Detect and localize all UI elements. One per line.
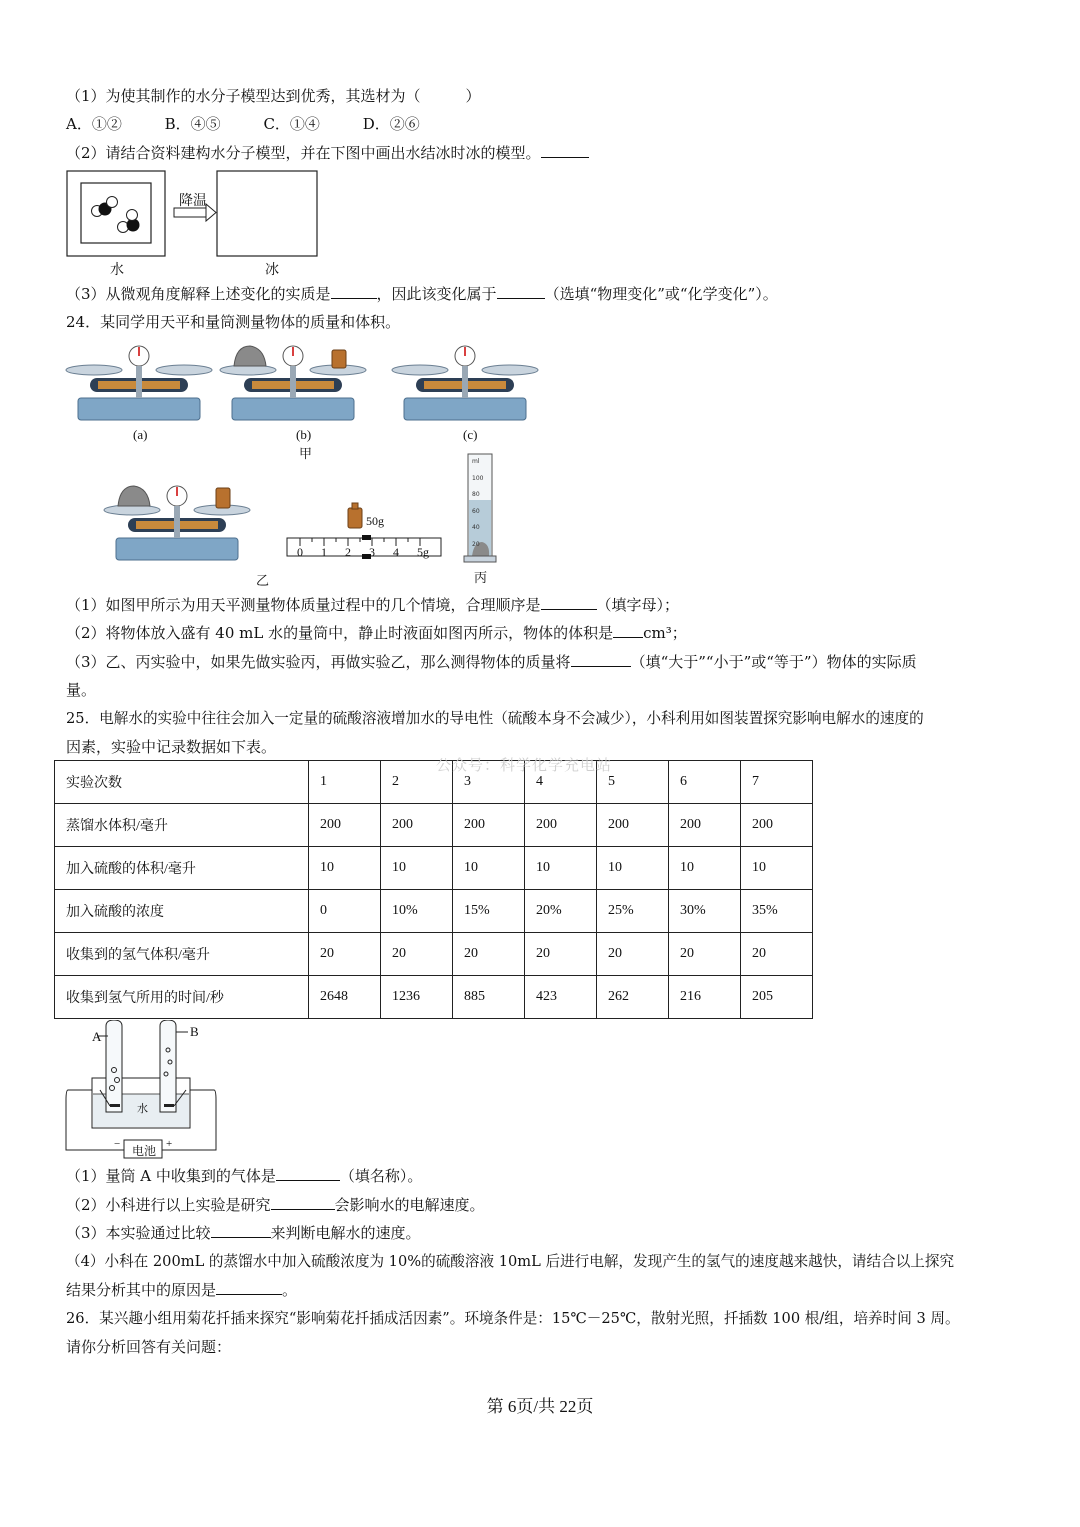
q23-part3 xyxy=(66,284,778,304)
q23-options xyxy=(66,114,420,134)
q25-p3b: 来判断电解水的速度。 xyxy=(270,1224,421,1242)
balance-a xyxy=(64,340,214,425)
table-cell: 10 xyxy=(597,847,669,890)
q23-p3b: ，因此该变化属于 xyxy=(376,285,497,303)
water-ice-diagram xyxy=(66,168,326,278)
table-cell: 3 xyxy=(453,761,525,804)
option-c: C．①④ xyxy=(263,115,320,133)
answer-blank[interactable] xyxy=(216,1280,282,1295)
q23-part2-text: （2）请结合资料建构水分子模型，并在下图中画出水结冰时冰的模型。 xyxy=(66,144,541,162)
q23-p3c: （选填“物理变化”或“化学变化”）。 xyxy=(544,285,778,303)
table-cell: 0 xyxy=(309,890,381,933)
table-cell: 7 xyxy=(741,761,813,804)
50g-weight xyxy=(348,508,362,528)
watermark: 公众号：科学化学充电站 xyxy=(436,756,613,774)
table-cell: 20 xyxy=(453,933,525,976)
ruler-tick: 2 xyxy=(345,545,351,559)
table-cell: 20 xyxy=(741,933,813,976)
page-footer: 第 6页/共 22页 xyxy=(486,1397,594,1416)
answer-blank[interactable] xyxy=(541,595,597,610)
table-cell: 262 xyxy=(597,976,669,1019)
answer-blank[interactable] xyxy=(271,1195,335,1210)
label-c: (c) xyxy=(463,427,478,442)
row-header-cell: 蒸馏水体积/毫升 xyxy=(55,804,309,847)
table-cell: 20 xyxy=(381,933,453,976)
table-cell: 20 xyxy=(669,933,741,976)
row-header-cell: 收集到的氢气体积/毫升 xyxy=(55,933,309,976)
q25-part4-cont xyxy=(66,1280,297,1300)
table-row xyxy=(55,933,813,976)
table-cell: 216 xyxy=(669,976,741,1019)
weight-label: 50g xyxy=(366,514,384,528)
tube-a xyxy=(106,1020,122,1112)
table-cell: 1236 xyxy=(381,976,453,1019)
table-cell: 35% xyxy=(741,890,813,933)
label-b: (b) xyxy=(296,427,312,442)
ruler-tick: 0 xyxy=(297,545,303,559)
ruler-tick: 4 xyxy=(393,545,399,559)
row-header-cell: 加入硫酸的浓度 xyxy=(55,890,309,933)
table-cell: 2 xyxy=(381,761,453,804)
q26-stem-line2: 请你分析回答有关问题： xyxy=(66,1338,232,1356)
table-cell: 20% xyxy=(525,890,597,933)
table-cell: 200 xyxy=(309,804,381,847)
q25-stem-line1: 25．电解水的实验中往往会加入一定量的硫酸溶液增加水的导电性（硫酸本身不会减少），小科利用如图装置探究影响电解水的速度的 xyxy=(66,710,924,727)
water-molecule-2 xyxy=(118,210,140,233)
q26-stem-line1: 26．某兴趣小组用菊花扦插来探究“影响菊花扦插成活因素”。环境条件是：15℃－25℃，散射光照，扦插数 100 根/组，培养时间 3 周。 xyxy=(66,1310,960,1327)
row-header-cell: 收集到氢气所用的时间/秒 xyxy=(55,976,309,1019)
q24-part2 xyxy=(66,623,687,643)
table-cell: 10 xyxy=(525,847,597,890)
cyl-tick: 40 xyxy=(472,524,480,532)
label-jia: 甲 xyxy=(299,446,313,461)
answer-blank[interactable] xyxy=(497,284,545,299)
cyl-tick: 20 xyxy=(472,540,480,548)
table-cell: 200 xyxy=(453,804,525,847)
balance-yi xyxy=(102,480,262,565)
answer-blank[interactable] xyxy=(541,143,589,158)
table-cell: 1 xyxy=(309,761,381,804)
q24-part1 xyxy=(66,595,679,615)
table-cell: 4 xyxy=(525,761,597,804)
q24-p2a: （2）将物体放入盛有 40 mL 水的量筒中，静止时液面如图丙所示，物体的体积是 xyxy=(66,624,614,642)
table-cell: 10 xyxy=(741,847,813,890)
rock-object xyxy=(118,486,150,506)
q23-part2 xyxy=(66,143,589,163)
label-battery: 电池 xyxy=(132,1144,157,1158)
rider-top xyxy=(362,535,371,540)
answer-blank[interactable] xyxy=(571,652,631,667)
balance-c xyxy=(390,340,540,425)
q25-p4b: 结果分析其中的原因是 xyxy=(66,1281,217,1299)
electrode-a xyxy=(110,1104,120,1107)
table-cell: 2648 xyxy=(309,976,381,1019)
q24-p2b: cm³； xyxy=(643,624,687,642)
table-row xyxy=(55,976,813,1019)
q25-p2a: （2）小科进行以上实验是研究 xyxy=(66,1196,271,1214)
table-cell: 200 xyxy=(525,804,597,847)
table-cell: 15% xyxy=(453,890,525,933)
water-molecule-1 xyxy=(92,197,118,217)
table-cell: 10% xyxy=(381,890,453,933)
table-row xyxy=(55,761,813,804)
balance-base xyxy=(78,398,200,420)
table-cell: 10 xyxy=(453,847,525,890)
table-cell: 10 xyxy=(381,847,453,890)
q25-part1 xyxy=(66,1166,422,1186)
q24-p3a: （3）乙、丙实验中，如果先做实验丙，再做实验乙，那么测得物体的质量将 xyxy=(66,653,571,671)
left-pan xyxy=(66,365,122,375)
label-bing: 丙 xyxy=(474,570,488,585)
ruler-tick: 3 xyxy=(369,545,375,559)
q25-part4: （4）小科在 200mL 的蒸馏水中加入硫酸浓度为 10%的硫酸溶液 10mL 后进行电解，发现产生的氢气的速度越来越快，请结合以上探究 xyxy=(66,1253,955,1270)
ruler-tick: 5g xyxy=(417,545,429,559)
table-row xyxy=(55,847,813,890)
label-plus: + xyxy=(166,1138,173,1150)
cyl-tick: 80 xyxy=(472,491,480,499)
table-row xyxy=(55,804,813,847)
q25-part3 xyxy=(66,1223,421,1243)
table-cell: 205 xyxy=(741,976,813,1019)
rock-object xyxy=(234,346,266,366)
cyl-tick: 100 xyxy=(472,474,484,482)
table-cell: 30% xyxy=(669,890,741,933)
ice-box xyxy=(217,171,317,256)
row-header-cell: 实验次数 xyxy=(55,761,309,804)
q25-part2 xyxy=(66,1195,485,1215)
label-a: (a) xyxy=(133,427,148,442)
label-minus: − xyxy=(114,1138,121,1150)
q25-p1b: （填名称）。 xyxy=(339,1167,423,1185)
q25-p1a: （1）量筒 A 中收集到的气体是 xyxy=(66,1167,276,1185)
table-cell: 20 xyxy=(525,933,597,976)
ice-label: 冰 xyxy=(265,262,279,278)
table-cell: 200 xyxy=(597,804,669,847)
table-cell: 200 xyxy=(381,804,453,847)
electrolysis-apparatus xyxy=(64,1020,224,1160)
table-row xyxy=(55,890,813,933)
answer-blank[interactable] xyxy=(613,623,643,638)
water-label: 水 xyxy=(110,262,124,278)
label-A: A xyxy=(92,1029,102,1044)
weight-block xyxy=(332,350,346,368)
table-cell: 20 xyxy=(597,933,669,976)
table-cell: 20 xyxy=(309,933,381,976)
table-cell: 10 xyxy=(669,847,741,890)
option-b: B．④⑤ xyxy=(164,115,221,133)
results-table xyxy=(54,760,813,1019)
label-yi: 乙 xyxy=(256,573,270,588)
answer-blank[interactable] xyxy=(276,1166,340,1181)
q24-part3 xyxy=(66,652,917,672)
balance-b xyxy=(218,340,378,425)
tube-b xyxy=(160,1020,176,1112)
arrow-label: 降温 xyxy=(179,193,207,209)
table-cell: 423 xyxy=(525,976,597,1019)
cyl-tick: ml xyxy=(472,458,480,465)
q25-p2b: 会影响水的电解速度。 xyxy=(334,1196,485,1214)
q23-p3a: （3）从微观角度解释上述变化的实质是 xyxy=(66,285,331,303)
q25-p3a: （3）本实验通过比较 xyxy=(66,1224,211,1242)
row-header-cell: 加入硫酸的体积/毫升 xyxy=(55,847,309,890)
q24-p1b: （填字母）； xyxy=(596,596,680,614)
table-cell: 6 xyxy=(669,761,741,804)
table-cell: 5 xyxy=(597,761,669,804)
table-cell: 885 xyxy=(453,976,525,1019)
answer-blank[interactable] xyxy=(211,1223,271,1238)
q23-part1: （1）为使其制作的水分子模型达到优秀，其选材为（ ） xyxy=(66,87,481,105)
option-d: D．②⑥ xyxy=(362,115,420,133)
electrode-b xyxy=(164,1104,174,1107)
answer-blank[interactable] xyxy=(331,284,377,299)
right-pan xyxy=(156,365,212,375)
label-B: B xyxy=(190,1024,199,1039)
table-cell: 10 xyxy=(309,847,381,890)
table-cell: 25% xyxy=(597,890,669,933)
q24-p3b: （填“大于”“小于”或“等于”）物体的实际质 xyxy=(630,653,917,671)
table-cell: 200 xyxy=(741,804,813,847)
q24-stem: 24．某同学用天平和量筒测量物体的质量和体积。 xyxy=(66,313,401,331)
cyl-tick: 60 xyxy=(472,507,480,515)
q24-p1a: （1）如图甲所示为用天平测量物体质量过程中的几个情境，合理顺序是 xyxy=(66,596,541,614)
q24-part3-cont: 量。 xyxy=(66,681,97,699)
q25-p4c: 。 xyxy=(282,1281,298,1299)
label-water: 水 xyxy=(137,1103,148,1115)
table-cell: 200 xyxy=(669,804,741,847)
weight-block xyxy=(216,488,230,508)
ruler-tick: 1 xyxy=(321,545,327,559)
q25-stem-line2: 因素，实验中记录数据如下表。 xyxy=(66,738,277,756)
option-a: A．①② xyxy=(66,115,122,133)
